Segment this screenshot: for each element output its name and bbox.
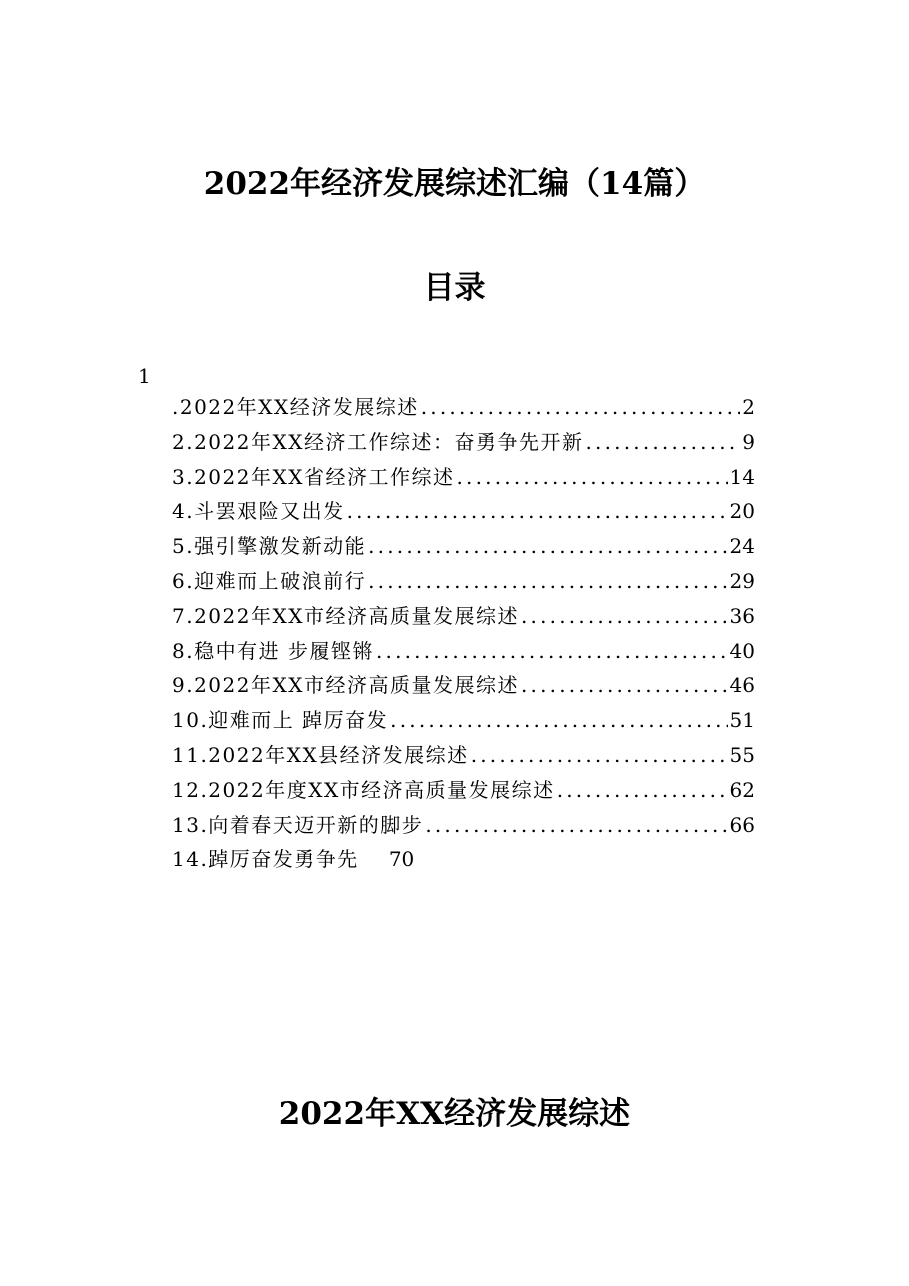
toc-entry-title: 4.斗罢艰险又出发 xyxy=(172,499,345,524)
section-title: 2022年XX经济发展综述 xyxy=(278,1096,631,1132)
toc-leader-dots xyxy=(557,775,728,805)
toc-entry[interactable] xyxy=(172,566,755,601)
toc-entry-page: 40 xyxy=(729,638,755,663)
toc-entry-title: 3.2022年XX省经济工作综述 xyxy=(172,464,455,489)
toc-entry[interactable] xyxy=(172,392,755,427)
toc-entry-page: 70 xyxy=(388,847,415,872)
toc-entry-page: 62 xyxy=(729,777,755,802)
toc-entry-page: 51 xyxy=(729,708,755,733)
toc-entry-page: 2 xyxy=(742,395,755,419)
toc-entry[interactable] xyxy=(172,601,755,636)
toc-entry[interactable] xyxy=(172,670,755,705)
toc-entry-title: 11.2022年XX县经济发展综述 xyxy=(172,742,469,767)
toc-stray-number: 1 xyxy=(138,364,151,388)
toc-leader-dots xyxy=(521,601,728,631)
toc-entry-page: 24 xyxy=(729,534,755,559)
toc-entry-page: 66 xyxy=(729,812,755,837)
toc-leader-dots xyxy=(585,427,740,457)
toc-entry-title: 5.强引擎激发新动能 xyxy=(172,534,367,559)
toc-leader-dots xyxy=(376,636,728,666)
toc-leader-dots xyxy=(425,810,727,840)
toc-entry-title: 8.稳中有进 步履铿锵 xyxy=(172,638,374,663)
toc-entry[interactable] xyxy=(172,705,755,740)
toc-leader-dots xyxy=(456,462,727,492)
toc-entry-page: 55 xyxy=(729,742,755,767)
document-title: 2022年经济发展综述汇编（14篇） xyxy=(203,166,706,202)
toc-entry[interactable] xyxy=(172,810,755,845)
toc-entry-title: 6.迎难而上破浪前行 xyxy=(172,568,367,593)
toc-leader-dots xyxy=(390,705,727,735)
toc-entry-title: 2.2022年XX经济工作综述：奋勇争先开新 xyxy=(172,429,584,454)
toc-entry-title: 12.2022年度XX市经济高质量发展综述 xyxy=(172,777,555,802)
toc-entry[interactable] xyxy=(172,496,755,531)
toc-entry[interactable] xyxy=(172,462,755,497)
toc-entry-page: 29 xyxy=(729,568,755,593)
toc-entry[interactable] xyxy=(172,531,755,566)
toc-entry[interactable] xyxy=(172,636,755,671)
toc-leader-dots xyxy=(421,392,741,422)
toc-entry-title: 9.2022年XX市经济高质量发展综述 xyxy=(172,673,519,698)
toc-entry-title: 13.向着春天迈开新的脚步 xyxy=(172,812,424,837)
toc-entry-page: 20 xyxy=(729,499,755,524)
toc-leader-dots xyxy=(347,496,728,526)
table-of-contents xyxy=(172,392,755,879)
toc-entry[interactable] xyxy=(172,740,755,775)
toc-entry-title: 14.踔厉奋发勇争先 xyxy=(172,847,359,872)
toc-entry-title: 10.迎难而上 踔厉奋发 xyxy=(172,708,389,733)
toc-entry[interactable] xyxy=(172,427,755,462)
toc-entry[interactable] xyxy=(172,844,755,879)
toc-entry-page: 46 xyxy=(729,673,755,698)
toc-leader-dots xyxy=(471,740,728,770)
toc-leader-dots xyxy=(368,566,727,596)
toc-entry-page: 9 xyxy=(742,429,755,454)
toc-entry-title: 7.2022年XX市经济高质量发展综述 xyxy=(172,603,519,628)
toc-entry[interactable] xyxy=(172,775,755,810)
toc-heading: 目录 xyxy=(423,270,486,306)
toc-leader-dots xyxy=(521,670,728,700)
toc-entry-page: 36 xyxy=(729,603,755,628)
toc-entry-page: 14 xyxy=(729,464,755,489)
toc-entry-title: .2022年XX经济发展综述 xyxy=(172,395,419,419)
toc-leader-dots xyxy=(368,531,727,561)
